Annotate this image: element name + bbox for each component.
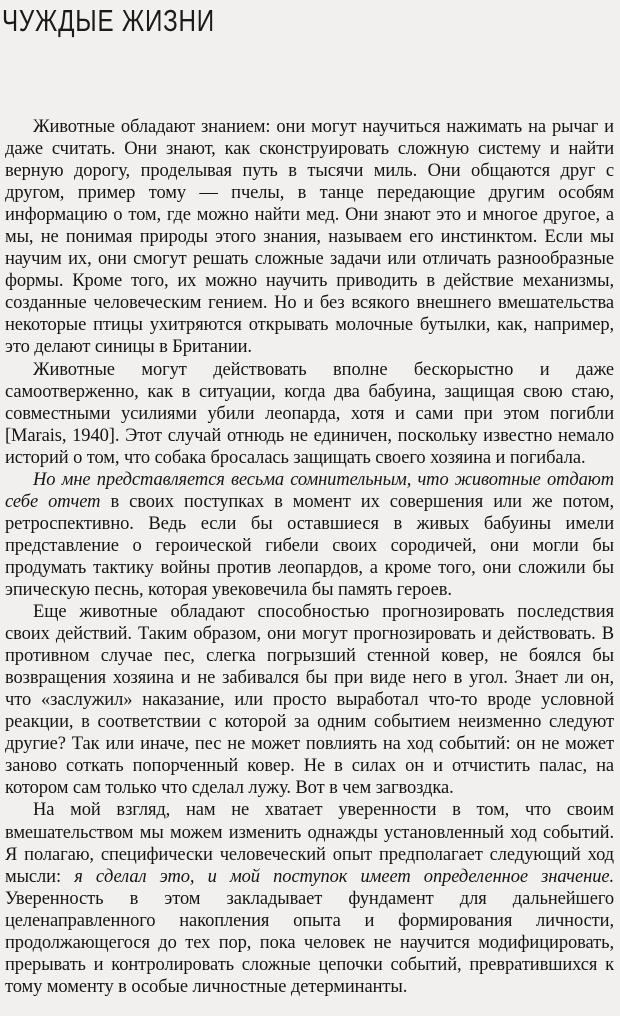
text-block xyxy=(5,116,614,998)
text-segment: Животные обладают знанием: они могут научиться нажимать на рычаг и даже считать. Они знают, как сконструировать сложную систему и найти верную дорогу, проделывая путь в тысячи миль. Они общаются друг с другом, пример тому — пчелы, в танце передающие другим особям информацию о том, где можно найти мед. Они знают это и многое другое, а мы, не понимая природы этого знания, называем его инстинктом. Если мы научим их, они смогут решать сложные задачи или отличать разнообразные формы. Кроме того, их можно научить приводить в действие механизмы, созданные человеческим гением. Но и без всякого внешнего вмешательства некоторые птицы ухитряются открывать молочные бутылки, как, например, это делают синицы в Британии. xyxy=(5,117,614,358)
paragraph xyxy=(5,116,614,359)
paragraph xyxy=(5,469,614,601)
text-segment-italic: Но мне представляется весьма сомнительным, что животные отдают себе отчет xyxy=(5,469,614,512)
paragraph xyxy=(5,601,614,799)
text-segment: в своих поступках в момент их совершения или же потом, ретроспективно. Ведь если бы оставшиеся в живых бабуины имели представление о героической гибели своих сородичей, они могли бы продумать тактику войны против леопардов, а кроме того, они сложили бы эпическую песнь, которая увековечила бы память героев. xyxy=(5,491,614,600)
text-segment: Животные могут действовать вполне бескорыстно и даже самоотверженно, как в ситуации, когда два бабуина, защищая свою стаю, совместными усилиями убили леопарда, хотя и сами при этом погибли [Marais, 1940]. Этот случай отнюдь не единичен, поскольку известно немало историй о том, что собака бросалась защищать своего хозяина и погибала. xyxy=(5,359,614,468)
text-segment: На мой взгляд, нам не хватает уверенности в том, что своим вмешательством мы можем изменить однажды установленный ход событий. Я полагаю, специфически человеческий опыт предполагает следующий ход мысли: xyxy=(5,800,614,887)
text-segment: Уверенность в этом закладывает фундамент для дальнейшего целенаправленного накопления опыта и формирования личности, продолжающегося до тех пор, пока человек не научится модифицировать, прерывать и контролировать сложные цепочки событий, превратившихся к тому моменту в особые личностные детерминанты. xyxy=(5,888,614,997)
text-segment-italic: я сделал это, и мой поступок имеет определенное значение. xyxy=(74,866,614,887)
paragraph xyxy=(5,799,614,997)
running-header: ЧУЖДЫЕ ЖИЗНИ xyxy=(2,3,215,38)
paragraph xyxy=(5,359,614,469)
text-segment: Еще животные обладают способностью прогнозировать последствия своих действий. Таким образом, они могут прогнозировать и действовать. В противном случае пес, слегка погрызший стенной ковер, не боялся бы возвращения хозяина и не забивался бы при виде него в угол. Знает ли он, что «заслужил» наказание, или просто выработал что-то вроде условной реакции, в соответствии с которой за одним событием неизменно следуют другие? Так или иначе, пес не может повлиять на ход событий: он не может заново соткать попорченный ковер. Не в силах он и отчистить палас, на котором сам только что сделал лужу. Вот в чем загвоздка. xyxy=(5,602,614,799)
